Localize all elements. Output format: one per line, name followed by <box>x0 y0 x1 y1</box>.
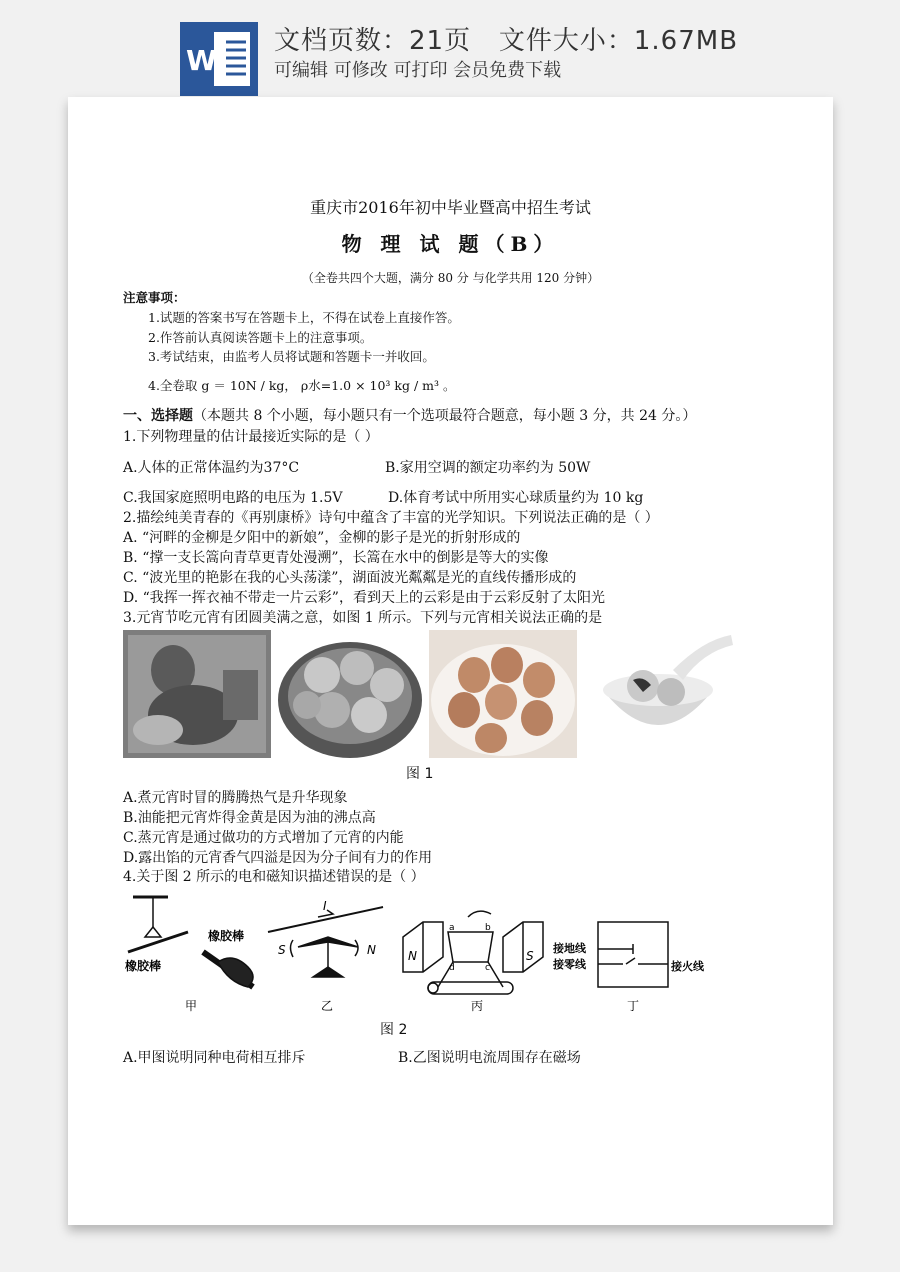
figure1-steamed-dumplings-photo <box>429 630 577 758</box>
section-1-heading <box>123 407 696 425</box>
figure2-live-wire-label: 接火线 <box>671 960 704 973</box>
figure2-label-jia: 甲 <box>185 999 198 1013</box>
figure2-ground-wire-label: 接地线 <box>553 942 586 955</box>
figure2-current-label: I <box>323 899 327 913</box>
q1-option-a: A.人体的正常体温约为37°C <box>123 460 300 476</box>
q3-option-a: A.煮元宵时冒的腾腾热气是升华现象 <box>123 790 348 806</box>
figure2-ding-diagram <box>598 922 668 987</box>
figure2-coil-d: d <box>449 963 455 973</box>
notice-item-1: 1.试题的答案书写在答题卡上，不得在试卷上直接作答。 <box>148 310 460 325</box>
notice-item-2: 2.作答前认真阅读答题卡上的注意事项。 <box>148 330 373 345</box>
exam-subject-title: 物 理 试 题（B） <box>341 232 560 256</box>
figure2-coil-a: a <box>449 923 455 933</box>
q1-option-c: C.我国家庭照明电路的电压为 1.5V <box>123 490 343 506</box>
word-document-icon <box>180 22 258 96</box>
figure2-label-yi: 乙 <box>321 999 334 1013</box>
figure2-compass-s: S <box>278 943 286 957</box>
figure2-rod-label-right: 橡胶棒 <box>208 929 245 943</box>
svg-text:W: W <box>186 44 217 77</box>
figure2-caption: 图 2 <box>380 1022 408 1038</box>
exam-title: 重庆市2016年初中毕业暨高中招生考试 <box>310 198 591 217</box>
section-1-desc: （本题共 8 个小题，每小题只有一个选项最符合题意，每小题 3 分，共 24 分。） <box>193 408 697 424</box>
notice-item-4: 4.全卷取 g ＝ 10N / kg， ρ水=1.0 × 10³ kg / m³ 。 <box>148 378 456 393</box>
question-4: 4.关于图 2 所示的电和磁知识描述错误的是（ ） <box>123 869 425 885</box>
figure2-compass-n: N <box>367 943 376 957</box>
q1-option-d: D.体育考试中所用实心球质量约为 10 kg <box>388 490 644 506</box>
figure1-fried-dumplings-photo <box>277 630 423 758</box>
figure1-tangyuan-bowl-photo <box>583 630 733 758</box>
figure2-coil-b: b <box>485 923 491 933</box>
q2-option-b: B. “撑一支长篙向青草更青处漫溯”，长篙在水中的倒影是等大的实像 <box>123 550 549 566</box>
figure2-yi-diagram <box>268 907 383 977</box>
q3-option-d: D.露出馅的元宵香气四溢是因为分子间有力的作用 <box>123 850 433 866</box>
doc-meta-pages-size: 文档页数：21页 文件大小：1.67MB <box>274 26 739 56</box>
q4-option-b: B.乙图说明电流周围存在磁场 <box>398 1050 581 1066</box>
figure2-rod-label-left: 橡胶棒 <box>125 959 162 973</box>
figure2-label-ding: 丁 <box>627 999 640 1013</box>
download-header <box>0 0 900 100</box>
notice-heading: 注意事项： <box>123 290 186 305</box>
section-1-title: 一、选择题 <box>123 408 193 424</box>
figure2-label-bing: 丙 <box>471 999 484 1013</box>
exam-duration-note: （全卷共四个大题，满分 80 分 与化学共用 120 分钟） <box>301 271 600 285</box>
question-3: 3.元宵节吃元宵有团圆美满之意，如图 1 所示。下列与元宵相关说法正确的是 <box>123 610 603 626</box>
question-1: 1.下列物理量的估计最接近实际的是（ ） <box>123 429 379 445</box>
figure2-diagrams <box>123 892 723 1017</box>
figure1-steam-photo <box>123 630 271 758</box>
q3-option-c: C.蒸元宵是通过做功的方式增加了元宵的内能 <box>123 830 404 846</box>
figure2-bing-diagram <box>403 911 543 994</box>
q2-option-a: A. “河畔的金柳是夕阳中的新娘”，金柳的影子是光的折射形成的 <box>123 530 521 546</box>
q4-option-a: A.甲图说明同种电荷相互排斥 <box>123 1050 306 1066</box>
figure1-caption: 图 1 <box>406 766 434 782</box>
figure2-neutral-wire-label: 接零线 <box>553 958 586 971</box>
notice-item-3: 3.考试结束，由监考人员将试题和答题卡一并收回。 <box>148 349 435 364</box>
q3-option-b: B.油能把元宵炸得金黄是因为油的沸点高 <box>123 810 376 826</box>
question-2: 2.描绘纯美青春的《再别康桥》诗句中蕴含了丰富的光学知识。下列说法正确的是（ ） <box>123 510 659 526</box>
figure2-magnet-n: N <box>408 949 417 963</box>
document-page <box>68 97 833 1225</box>
figure2-coil-c: c <box>485 963 490 973</box>
q1-option-b: B.家用空调的额定功率约为 50W <box>385 460 591 476</box>
doc-meta-features: 可编辑 可修改 可打印 会员免费下载 <box>274 60 562 81</box>
figure2-magnet-s: S <box>526 949 534 963</box>
q2-option-d: D. “我挥一挥衣袖不带走一片云彩”，看到天上的云彩是由于云彩反射了太阳光 <box>123 590 605 606</box>
q2-option-c: C. “波光里的艳影在我的心头荡漾”，湖面波光粼粼是光的直线传播形成的 <box>123 570 577 586</box>
